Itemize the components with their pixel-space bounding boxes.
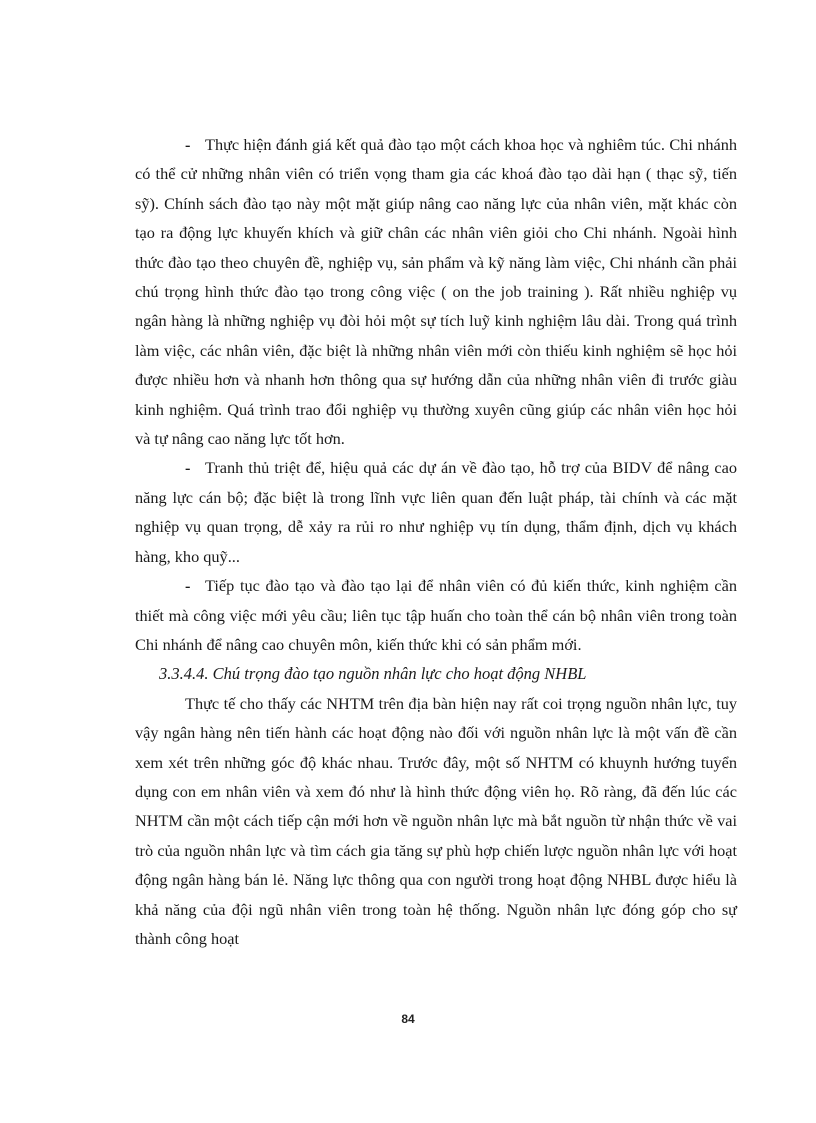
bullet-text: Tiếp tục đào tạo và đào tạo lại để nhân viên có đủ kiến thức, kinh nghiệm cần thiết mà công việc mới yêu cầu; liên tục tập huấn cho toàn thể cán bộ nhân viên trong toàn Chi nhánh để nâng cao chuyên môn, kiến thức khi có sản phẩm mới. [135, 576, 737, 654]
bullet-marker: - [185, 458, 191, 478]
bullet-text: Tranh thủ triệt để, hiệu quả các dự án về đào tạo, hỗ trợ của BIDV để nâng cao năng lực cán bộ; đặc biệt là trong lĩnh vực liên quan đến luật pháp, tài chính và các mặt nghiệp vụ quan trọng, dễ xảy ra rủi ro như nghiệp vụ tín dụng, thẩm định, dịch vụ khách hàng, kho quỹ... [135, 458, 737, 566]
bullet-marker: - [185, 135, 191, 154]
page-number: 84 [401, 1012, 415, 1026]
page-content [135, 130, 737, 953]
section-paragraph: Thực tế cho thấy các NHTM trên địa bàn hiện nay rất coi trọng nguồn nhân lực, tuy vậy ngân hàng nên tiến hành các hoạt động nào đối với nguồn nhân lực là một vấn đề cần xem xét trên những góc độ khác nhau. Trước đây, một số NHTM có khuynh hướng tuyển dụng con em nhân viên và xem đó như là hình thức động viên họ. Rõ ràng, đã đến lúc các NHTM cần một cách tiếp cận mới hơn về nguồn nhân lực mà bắt nguồn từ nhận thức về vai trò của nguồn nhân lực và tìm cách gia tăng sự phù hợp chiến lược nguồn nhân lực với hoạt động ngân hàng bán lẻ. Năng lực thông qua con người trong hoạt động NHBL được hiểu là khả năng của đội ngũ nhân viên trong toàn hệ thống. Nguồn nhân lực đóng góp cho sự thành công hoạt [135, 693, 737, 948]
bullet-paragraph-1 [135, 130, 737, 453]
section-heading: 3.3.4.4. Chú trọng đào tạo nguồn nhân lực cho hoạt động NHBL [159, 664, 587, 684]
bullet-paragraph-3 [135, 571, 737, 659]
bullet-text: Thực hiện đánh giá kết quả đào tạo một cách khoa học và nghiêm túc. Chi nhánh có thể cử những nhân viên có triển vọng tham gia các khoá đào tạo dài hạn ( thạc sỹ, tiến sỹ). Chính sách đào tạo này một mặt giúp nâng cao năng lực của nhân viên, mặt khác còn tạo ra động lực khuyến khích và giữ chân các nhân viên giỏi cho Chi nhánh. Ngoài hình thức đào tạo theo chuyên đề, nghiệp vụ, sản phẩm và kỹ năng làm việc, Chi nhánh cần phải chú trọng hình thức đào tạo trong công việc ( on the job training ). Rất nhiều nghiệp vụ ngân hàng là những nghiệp vụ đòi hỏi một sự tích luỹ kinh nghiệm lâu dài. Trong quá trình làm việc, các nhân viên, đặc biệt là những nhân viên mới còn thiếu kinh nghiệm sẽ học hỏi được nhiều hơn và nhanh hơn thông qua sự hướng dẫn của những nhân viên đi trước giàu kinh nghiệm. Quá trình trao đổi nghiệp vụ thường xuyên cũng giúp các nhân viên học hỏi và tự nâng cao năng lực tốt hơn. [135, 135, 737, 449]
bullet-marker: - [185, 576, 191, 596]
bullet-paragraph-2 [135, 453, 737, 571]
